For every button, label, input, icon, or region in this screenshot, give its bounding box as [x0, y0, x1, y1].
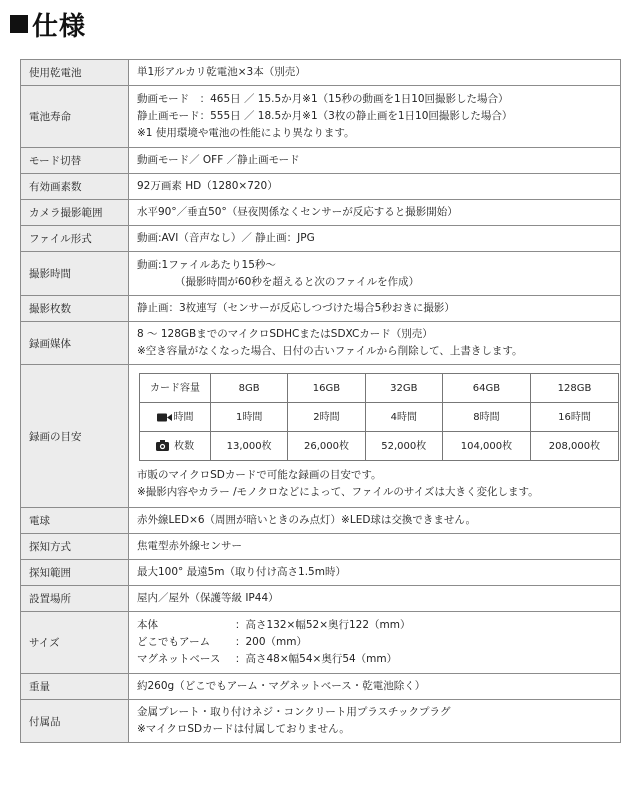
spec-row-guide — [21, 365, 621, 508]
spec-line: ※空き容量がなくなった場合、日付の古いファイルから削除して、上書きします。 — [137, 345, 523, 357]
spec-line: 最大100° 最遠5m（取り付け高さ1.5m時） — [137, 566, 346, 578]
size-item-name: マグネットベース — [137, 653, 221, 665]
spec-value — [129, 700, 621, 743]
spec-label: 重量 — [21, 674, 129, 700]
spec-line: 金属プレート・取り付けネジ・コンクリート用プラスチックプラグ — [137, 706, 451, 718]
spec-row-size — [21, 612, 621, 674]
spec-line: 焦電型赤外線センサー — [137, 540, 242, 552]
spec-row-accessories — [21, 700, 621, 743]
count-cell: 26,000枚 — [288, 432, 365, 461]
spec-row-format — [21, 226, 621, 252]
spec-label: 電球 — [21, 508, 129, 534]
spec-row-mode — [21, 148, 621, 174]
spec-row-battery-life — [21, 86, 621, 148]
spec-line: （撮影時間が60秒を超えると次のファイルを作成） — [175, 275, 420, 288]
spec-row-location — [21, 586, 621, 612]
spec-row-detect-method — [21, 534, 621, 560]
spec-label: 付属品 — [21, 700, 129, 743]
spec-value — [129, 534, 621, 560]
spec-label: 電池寿命 — [21, 86, 129, 148]
count-cell: 104,000枚 — [442, 432, 530, 461]
spec-row-rec-time — [21, 252, 621, 296]
spec-line: ※撮影内容やカラー /モノクロなどによって、ファイルのサイズは大きく変化します。 — [137, 486, 539, 498]
time-header — [140, 403, 211, 432]
time-cell: 16時間 — [530, 403, 618, 432]
spec-row-range — [21, 200, 621, 226]
spec-value — [129, 86, 621, 148]
spec-label: 撮影枚数 — [21, 296, 129, 322]
spec-value — [129, 612, 621, 674]
spec-value — [129, 148, 621, 174]
spec-value — [129, 674, 621, 700]
capacity-row — [140, 374, 619, 403]
spec-value — [129, 365, 621, 508]
spec-line: 約260g（どこでもアーム・マグネットベース・乾電池除く） — [137, 680, 426, 692]
spec-label: 有効画素数 — [21, 174, 129, 200]
spec-value — [129, 174, 621, 200]
spec-value — [129, 60, 621, 86]
spec-label: 使用乾電池 — [21, 60, 129, 86]
spec-value — [129, 586, 621, 612]
spec-value — [129, 508, 621, 534]
capacity-cell: 8GB — [211, 374, 288, 403]
capacity-cell: 16GB — [288, 374, 365, 403]
black-square-icon — [10, 15, 28, 33]
spec-row-battery — [21, 60, 621, 86]
spec-row-bulb — [21, 508, 621, 534]
spec-row-shots — [21, 296, 621, 322]
spec-label: 録画媒体 — [21, 322, 129, 365]
spec-label: モード切替 — [21, 148, 129, 174]
count-cell: 52,000枚 — [365, 432, 442, 461]
time-cell: 1時間 — [211, 403, 288, 432]
capacity-cell: 32GB — [365, 374, 442, 403]
time-cell: 4時間 — [365, 403, 442, 432]
page-title — [10, 4, 86, 44]
spec-line: 赤外線LED×6（周囲が暗いときのみ点灯）※LED球は交換できません。 — [137, 514, 477, 526]
size-item-value: ：200（mm） — [235, 636, 307, 648]
spec-line: 動画モード／ OFF ／静止画モード — [137, 154, 300, 166]
count-header-label: 枚数 — [174, 440, 195, 452]
spec-row-detect-range — [21, 560, 621, 586]
spec-line: 静止画モード：555日 ／ 18.5か月※1（3枚の静止画を1日10回撮影した場合） — [137, 110, 513, 122]
time-cell: 8時間 — [442, 403, 530, 432]
spec-line: 静止画：3枚連写（センサーが反応しつづけた場合5秒おきに撮影） — [137, 302, 455, 314]
spec-line: 動画モード ：465日 ／ 15.5か月※1（15秒の動画を1日10回撮影した場合） — [137, 93, 509, 105]
time-cell: 2時間 — [288, 403, 365, 432]
spec-row-media — [21, 322, 621, 365]
spec-label: 探知範囲 — [21, 560, 129, 586]
spec-line: 動画:1ファイルあたり15秒～ — [137, 258, 276, 271]
spec-line: 92万画素 HD（1280×720） — [137, 180, 278, 192]
spec-row-pixels — [21, 174, 621, 200]
capacity-header: カード容量 — [140, 374, 211, 403]
spec-label: 探知方式 — [21, 534, 129, 560]
spec-row-weight — [21, 674, 621, 700]
time-row — [140, 403, 619, 432]
spec-label: カメラ撮影範囲 — [21, 200, 129, 226]
still-camera-icon — [156, 440, 169, 451]
size-item-value: ：高さ132×幅52×奥行122（mm） — [235, 619, 411, 631]
spec-label: 録画の目安 — [21, 365, 129, 508]
video-camera-icon — [157, 413, 172, 422]
spec-label: 設置場所 — [21, 586, 129, 612]
spec-line: ※マイクロSDカードは付属しておりません。 — [137, 723, 350, 735]
spec-value — [129, 296, 621, 322]
spec-value — [129, 322, 621, 365]
spec-line: 屋内／屋外（保護等級 IP44） — [137, 592, 279, 604]
time-header-label: 時間 — [173, 411, 194, 423]
spec-table — [20, 59, 621, 743]
size-item-name: どこでもアーム — [137, 636, 211, 648]
size-item-value: ：高さ48×幅54×奥行54（mm） — [235, 653, 398, 665]
spec-line: 8 ～ 128GBまでのマイクロSDHCまたはSDXCカード（別売） — [137, 328, 433, 340]
spec-line: 動画:AVI（音声なし）／ 静止画：JPG — [137, 232, 315, 244]
spec-value — [129, 226, 621, 252]
spec-line: 単1形アルカリ乾電池×3本（別売） — [137, 66, 306, 78]
spec-label: ファイル形式 — [21, 226, 129, 252]
spec-label: サイズ — [21, 612, 129, 674]
size-item-name: 本体 — [137, 619, 158, 631]
spec-line: 市販のマイクロSDカードで可能な録画の目安です。 — [137, 469, 382, 481]
capacity-cell: 128GB — [530, 374, 618, 403]
spec-line: 水平90°／垂直50°（昼夜関係なくセンサーが反応すると撮影開始） — [137, 206, 458, 218]
count-header — [140, 432, 211, 461]
spec-label: 撮影時間 — [21, 252, 129, 296]
size-list — [137, 617, 612, 668]
count-cell: 13,000枚 — [211, 432, 288, 461]
spec-value — [129, 560, 621, 586]
spec-value — [129, 200, 621, 226]
spec-value — [129, 252, 621, 296]
count-cell: 208,000枚 — [530, 432, 618, 461]
count-row — [140, 432, 619, 461]
capacity-cell: 64GB — [442, 374, 530, 403]
page-title-text: 仕様 — [32, 11, 87, 42]
capacity-table — [139, 373, 619, 461]
spec-line: ※1 使用環境や電池の性能により異なります。 — [137, 127, 355, 139]
